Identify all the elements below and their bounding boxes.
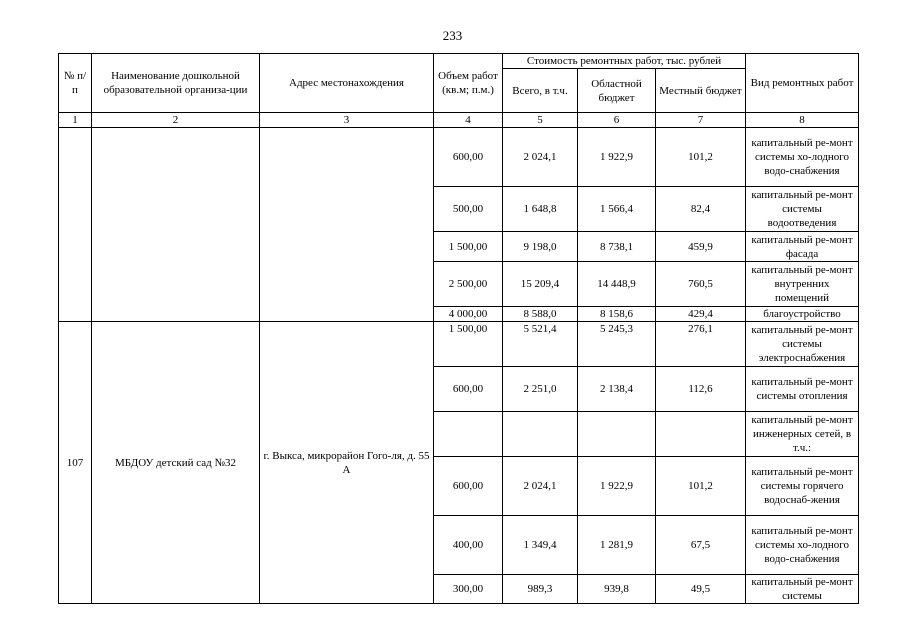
column-number: 8 (746, 113, 859, 128)
column-number: 6 (578, 113, 656, 128)
repair-works-table (58, 53, 859, 604)
work-type-cell: благоустройство (746, 307, 859, 322)
total-cell: 15 209,4 (503, 262, 578, 307)
total-cell: 989,3 (503, 575, 578, 604)
work-type-cell: капитальный ре-монт системы хо-лодного водо-снабжения (746, 128, 859, 187)
total-cell: 5 521,4 (503, 322, 578, 367)
local-cell: 101,2 (656, 457, 746, 516)
work-type-cell: капитальный ре-монт системы отопления (746, 367, 859, 412)
work-type-cell: капитальный ре-монт системы (746, 575, 859, 604)
header-regional: Областной бюджет (578, 69, 656, 113)
header-organization: Наименование дошкольной образовательной организа-ции (92, 54, 260, 113)
regional-cell: 8 738,1 (578, 232, 656, 262)
local-cell: 276,1 (656, 322, 746, 367)
total-cell: 8 588,0 (503, 307, 578, 322)
volume-cell: 4 000,00 (434, 307, 503, 322)
column-number: 2 (92, 113, 260, 128)
header-total: Всего, в т.ч. (503, 69, 578, 113)
header-work-type: Вид ремонтных работ (746, 54, 859, 113)
total-cell: 2 024,1 (503, 457, 578, 516)
work-type-cell: капитальный ре-монт системы горячего водоснаб-жения (746, 457, 859, 516)
regional-cell: 1 922,9 (578, 128, 656, 187)
header-volume: Объем работ (кв.м; п.м.) (434, 54, 503, 113)
local-cell: 459,9 (656, 232, 746, 262)
local-cell: 82,4 (656, 187, 746, 232)
work-type-cell: капитальный ре-монт системы водоотведения (746, 187, 859, 232)
header-row-1 (59, 54, 859, 69)
regional-cell: 2 138,4 (578, 367, 656, 412)
volume-cell: 1 500,00 (434, 232, 503, 262)
regional-cell: 1 922,9 (578, 457, 656, 516)
volume-cell: 1 500,00 (434, 322, 503, 367)
column-number: 7 (656, 113, 746, 128)
organization-address: г. Выкса, микрорайон Гого-ля, д. 55 А (260, 322, 434, 604)
total-cell (503, 412, 578, 457)
regional-cell: 8 158,6 (578, 307, 656, 322)
address-cell-empty (260, 128, 434, 322)
regional-cell: 14 448,9 (578, 262, 656, 307)
volume-cell (434, 412, 503, 457)
local-cell: 101,2 (656, 128, 746, 187)
regional-cell: 5 245,3 (578, 322, 656, 367)
header-address: Адрес местонахождения (260, 54, 434, 113)
column-number: 4 (434, 113, 503, 128)
header-cost-group: Стоимость ремонтных работ, тыс. рублей (503, 54, 746, 69)
work-type-cell: капитальный ре-монт внутренних помещений (746, 262, 859, 307)
column-number-row (59, 113, 859, 128)
work-type-cell: капитальный ре-монт инженерных сетей, в т.ч.: (746, 412, 859, 457)
table-row (59, 128, 859, 187)
row-number: 107 (59, 322, 92, 604)
organization-name: МБДОУ детский сад №32 (92, 322, 260, 604)
volume-cell: 2 500,00 (434, 262, 503, 307)
volume-cell: 500,00 (434, 187, 503, 232)
local-cell: 49,5 (656, 575, 746, 604)
column-number: 5 (503, 113, 578, 128)
work-type-cell: капитальный ре-монт фасада (746, 232, 859, 262)
volume-cell: 600,00 (434, 457, 503, 516)
column-number: 3 (260, 113, 434, 128)
local-cell (656, 412, 746, 457)
page-number: 233 (442, 28, 463, 43)
total-cell: 1 349,4 (503, 516, 578, 575)
regional-cell: 939,8 (578, 575, 656, 604)
total-cell: 2 024,1 (503, 128, 578, 187)
total-cell: 9 198,0 (503, 232, 578, 262)
number-cell-empty (59, 128, 92, 322)
local-cell: 760,5 (656, 262, 746, 307)
total-cell: 1 648,8 (503, 187, 578, 232)
volume-cell: 300,00 (434, 575, 503, 604)
regional-cell: 1 566,4 (578, 187, 656, 232)
local-cell: 429,4 (656, 307, 746, 322)
regional-cell: 1 281,9 (578, 516, 656, 575)
volume-cell: 400,00 (434, 516, 503, 575)
total-cell: 2 251,0 (503, 367, 578, 412)
work-type-cell: капитальный ре-монт системы хо-лодного водо-снабжения (746, 516, 859, 575)
volume-cell: 600,00 (434, 128, 503, 187)
organization-cell-empty (92, 128, 260, 322)
column-number: 1 (59, 113, 92, 128)
header-local: Местный бюджет (656, 69, 746, 113)
local-cell: 67,5 (656, 516, 746, 575)
regional-cell (578, 412, 656, 457)
local-cell: 112,6 (656, 367, 746, 412)
work-type-cell: капитальный ре-монт системы электроснабжения (746, 322, 859, 367)
table-row (59, 322, 859, 367)
volume-cell: 600,00 (434, 367, 503, 412)
header-number: № п/п (59, 54, 92, 113)
